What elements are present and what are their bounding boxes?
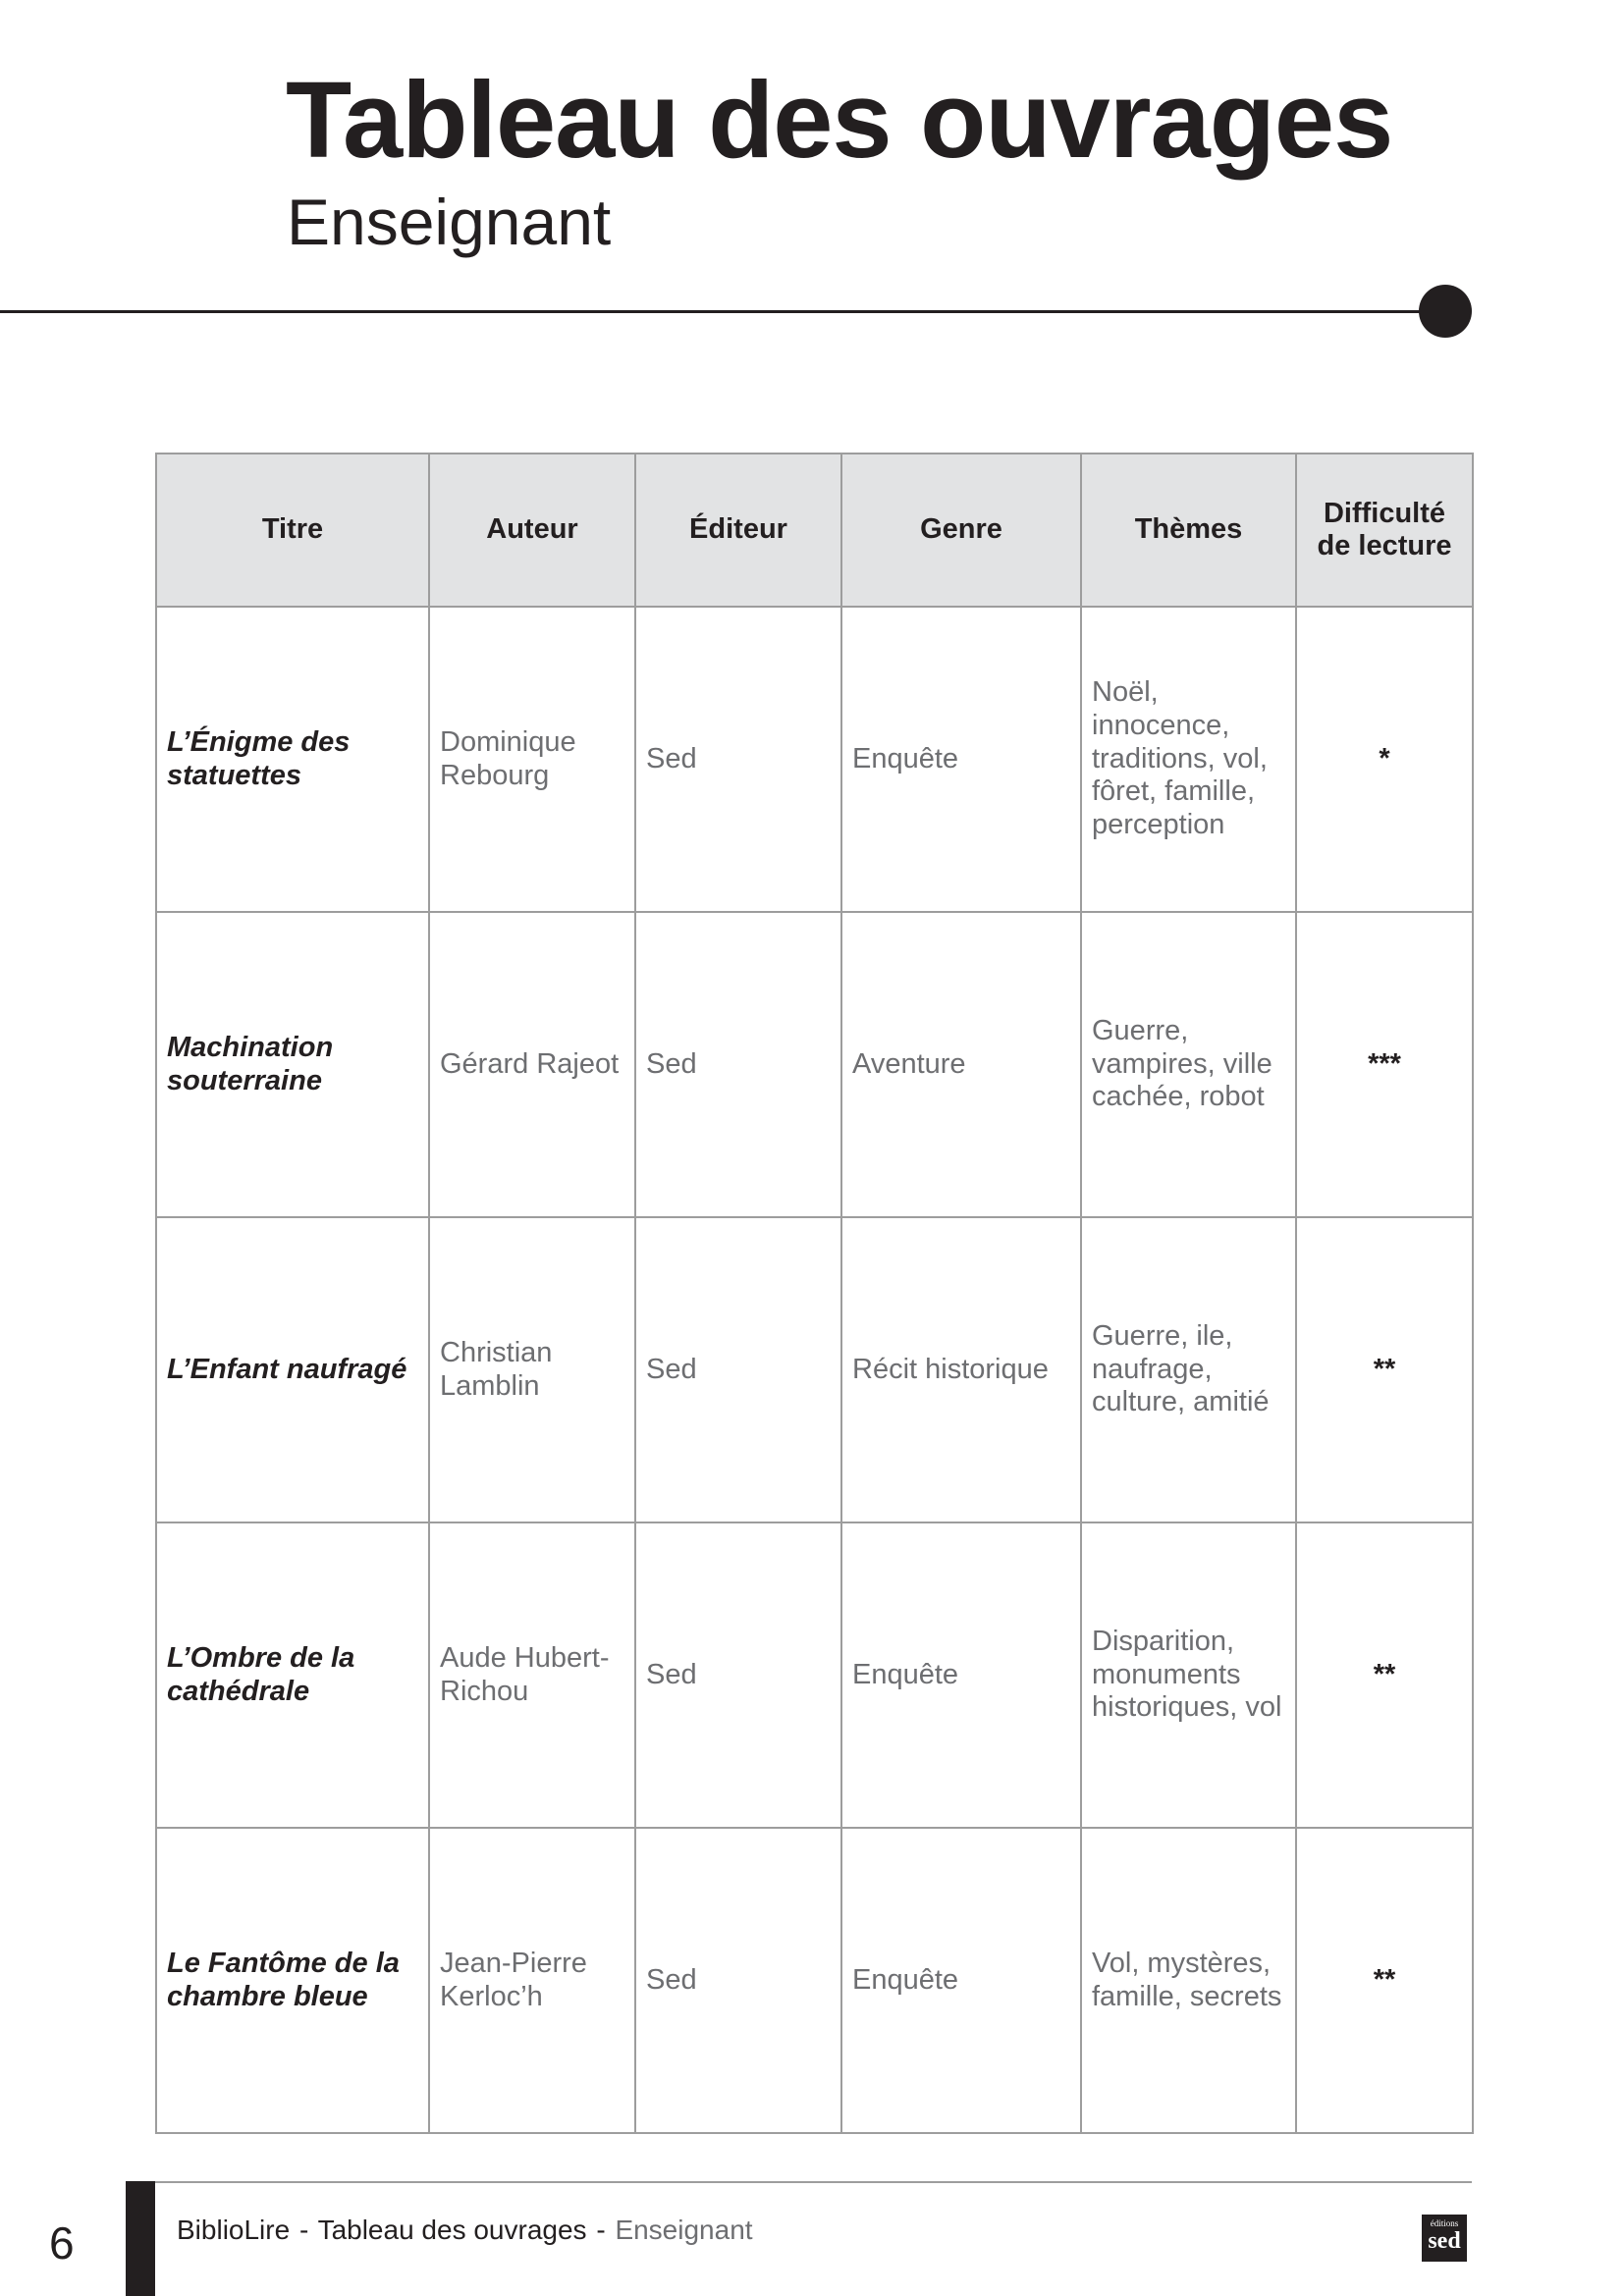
author-cell: Christian Lamblin	[429, 1217, 635, 1522]
footer-separator: -	[596, 2215, 606, 2245]
book-title-cell: Le Fantôme de la chambre bleue	[156, 1828, 429, 2133]
difficulty-cell: *	[1296, 607, 1473, 912]
header-divider	[0, 310, 1443, 313]
page-subtitle: Enseignant	[287, 186, 612, 258]
author-cell: Aude Hubert-Richou	[429, 1522, 635, 1828]
genre-cell: Enquête	[841, 1828, 1081, 2133]
themes-cell: Noël, innocence, traditions, vol, fôret, famille, perception	[1081, 607, 1296, 912]
table-row	[156, 1217, 1473, 1522]
genre-cell: Aventure	[841, 912, 1081, 1217]
table-row	[156, 912, 1473, 1217]
publisher-cell: Sed	[635, 1217, 841, 1522]
genre-cell: Enquête	[841, 607, 1081, 912]
footer-section: Tableau des ouvrages	[317, 2215, 587, 2245]
column-header-themes: Thèmes	[1081, 454, 1296, 607]
themes-cell: Disparition, monuments historiques, vol	[1081, 1522, 1296, 1828]
column-header-title: Titre	[156, 454, 429, 607]
difficulty-cell: **	[1296, 1217, 1473, 1522]
footer-accent-bar	[126, 2181, 155, 2296]
page-title: Tableau des ouvrages	[286, 60, 1393, 181]
publisher-cell: Sed	[635, 912, 841, 1217]
themes-cell: Vol, mystères, famille, secrets	[1081, 1828, 1296, 2133]
footer-running-title	[177, 2215, 753, 2246]
publisher-logo	[1422, 2215, 1467, 2262]
book-title-cell: Machination souterraine	[156, 912, 429, 1217]
table-row	[156, 1828, 1473, 2133]
table-header-row	[156, 454, 1473, 607]
footer-series: BiblioLire	[177, 2215, 291, 2245]
genre-cell: Récit historique	[841, 1217, 1081, 1522]
themes-cell: Guerre, vampires, ville cachée, robot	[1081, 912, 1296, 1217]
book-title-cell: L’Ombre de la cathédrale	[156, 1522, 429, 1828]
logo-small-text: éditions	[1430, 2218, 1459, 2228]
author-cell: Dominique Rebourg	[429, 607, 635, 912]
column-header-genre: Genre	[841, 454, 1081, 607]
publisher-cell: Sed	[635, 607, 841, 912]
publisher-cell: Sed	[635, 1522, 841, 1828]
difficulty-cell: **	[1296, 1828, 1473, 2133]
difficulty-cell: ***	[1296, 912, 1473, 1217]
genre-cell: Enquête	[841, 1522, 1081, 1828]
book-title-cell: L’Énigme des statuettes	[156, 607, 429, 912]
column-header-difficulty: Difficulté de lecture	[1296, 454, 1473, 607]
page-number: 6	[49, 2217, 75, 2269]
column-header-author: Auteur	[429, 454, 635, 607]
logo-main-text: sed	[1428, 2228, 1461, 2254]
themes-cell: Guerre, ile, naufrage, culture, amitié	[1081, 1217, 1296, 1522]
table-row	[156, 607, 1473, 912]
publisher-cell: Sed	[635, 1828, 841, 2133]
author-cell: Gérard Rajeot	[429, 912, 635, 1217]
footer-audience: Enseignant	[615, 2215, 753, 2245]
header-dot-ornament	[1419, 285, 1472, 338]
footer-separator: -	[298, 2215, 309, 2245]
works-table	[155, 453, 1474, 2134]
column-header-publisher: Éditeur	[635, 454, 841, 607]
difficulty-cell: **	[1296, 1522, 1473, 1828]
footer-divider	[155, 2181, 1472, 2183]
author-cell: Jean-Pierre Kerloc’h	[429, 1828, 635, 2133]
book-title-cell: L’Enfant naufragé	[156, 1217, 429, 1522]
table-row	[156, 1522, 1473, 1828]
